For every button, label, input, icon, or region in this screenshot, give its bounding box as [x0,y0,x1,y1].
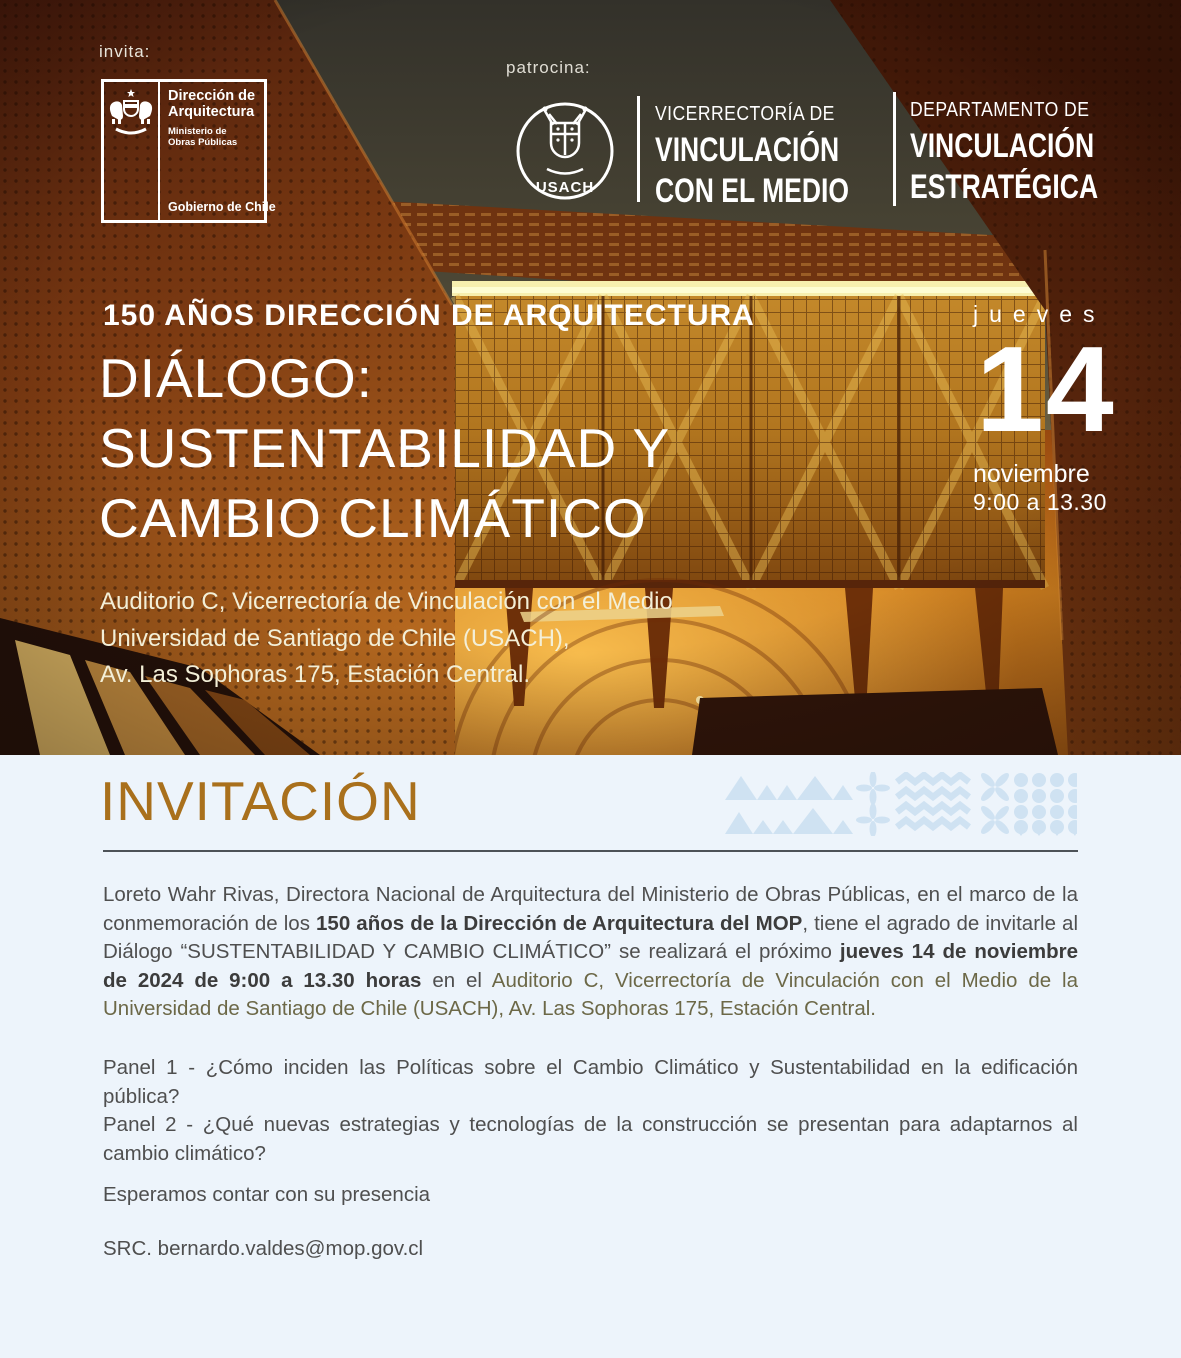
vinculacion-estrategica-logo [910,100,1151,211]
decorative-pattern [725,772,1077,836]
date-time: 9:00 a 13.30 [973,489,1107,515]
event-title [99,343,670,553]
dve-line1: DEPARTAMENTO DE [910,99,1090,121]
zigzag-motif [897,775,969,827]
vinculacion-medio-logo [655,104,904,215]
date-day: 14 [976,321,1116,457]
sponsor-divider-2 [893,92,896,206]
invitation-section [0,755,1181,1358]
svg-text:USACH: USACH [535,179,595,196]
vime-line3: CON EL MEDIO [655,172,850,210]
event-title-line1: DIÁLOGO: [99,347,373,409]
vime-line1: VICERRECTORÍA DE [655,103,835,125]
event-title-line2: SUSTENTABILIDAD Y [99,417,671,479]
heading-divider [103,850,1078,852]
event-title-line3: CAMBIO CLIMÁTICO [99,487,647,549]
contact-email: SRC. bernardo.valdes@mop.gov.cl [103,1237,424,1260]
date-weekday: jueves [973,301,1106,327]
dve-line2: VINCULACIÓN [910,127,1095,165]
patrocina-label: patrocina: [506,58,591,77]
balloons-motif [1014,773,1077,836]
invitation-paragraph: Loreto Wahr Rivas, Directora Nacional de Arquitectura del Ministerio de Obras Públicas, en el marco de la conmemoración de los 150 años de la Dirección de Arquitectura del MOP, tiene el agrado de invitarle al Diálogo “SUSTENTABILIDAD Y CAMBIO CLIMÁTICO” se realizará el próximo jueves 14 de noviembre de 2024 de 9:00 a 13.30 horas en el Auditorio C, Vicerrectoría de Vinculación con el Medio de la Universidad de Santiago de Chile (USACH), Av. Las Sophoras 175, Estación Central. [103,883,1078,1020]
venue-line2: Universidad de Santiago de Chile (USACH), [100,624,570,652]
closing-line: Esperamos contar con su presencia [103,1183,431,1206]
panels-list [103,1054,1078,1168]
da-logo-subtitle: Ministerio de Obras Públicas [168,126,238,148]
panel-1-text: Panel 1 - ¿Cómo inciden las Políticas sobre el Cambio Climático y Sustentabilidad en la edificación pública? [103,1056,1078,1108]
vime-line2: VINCULACIÓN [655,131,840,169]
sponsor-divider-1 [637,96,640,202]
direccion-arquitectura-logo [101,79,276,223]
venue-address [100,584,673,694]
invita-label: invita: [99,42,151,61]
chile-coat-of-arms-icon [104,82,160,220]
venue-line1: Auditorio C, Vicerrectoría de Vinculación con el Medio [100,588,673,615]
venue-line3: Av. Las Sophoras 175, Estación Central. [100,661,531,688]
x-petals-motif [968,772,1022,836]
mountains-motif [725,776,853,834]
da-logo-title: Dirección de Arquitectura [168,88,256,120]
usach-logo [513,97,617,207]
dve-line3: ESTRATÉGICA [910,168,1099,206]
kicker-title: 150 AÑOS DIRECCIÓN DE ARQUITECTURA [103,299,755,332]
da-logo-footer: Gobierno de Chile [168,200,276,214]
petal-flowers-motif [856,772,890,836]
panel-2-text: Panel 2 - ¿Qué nuevas estrategias y tecnologías de la construcción se presentan para adaptarnos al cambio climático? [103,1113,1078,1165]
date-month: noviembre [973,460,1090,488]
invitation-heading: INVITACIÓN [100,770,421,832]
da-logo-text [160,82,280,220]
